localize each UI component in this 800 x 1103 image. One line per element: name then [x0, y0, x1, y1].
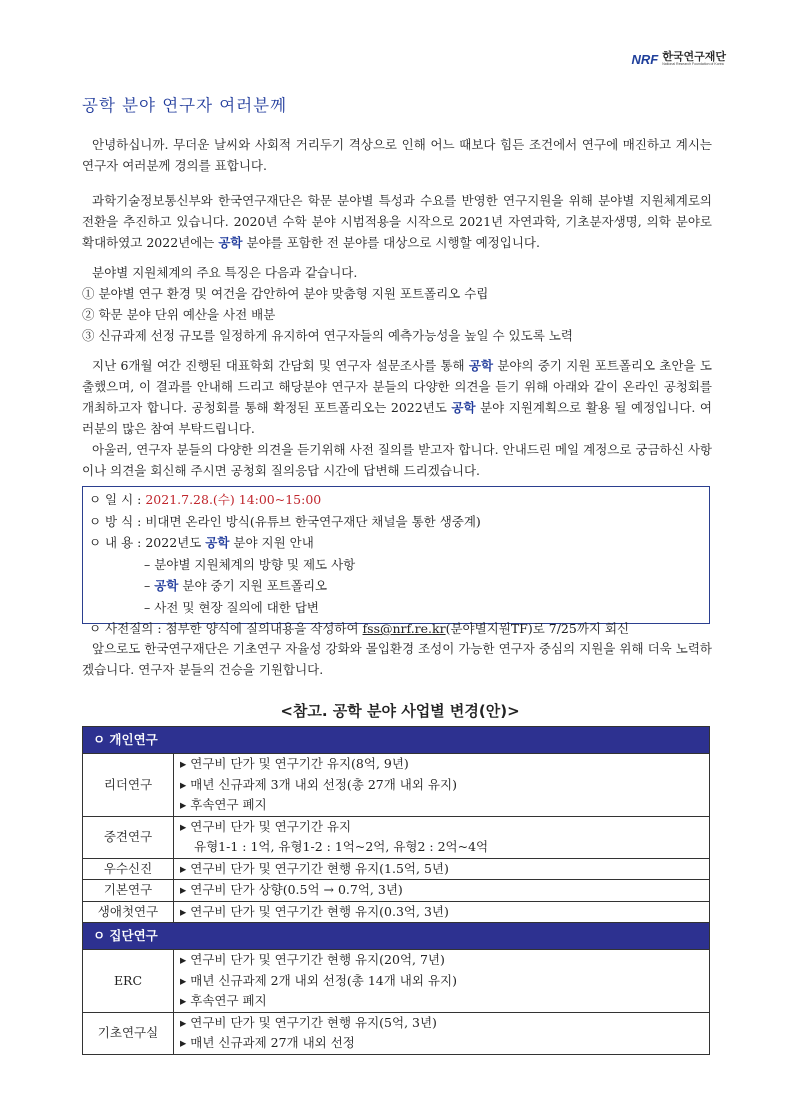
- policy-text: [82, 190, 712, 253]
- program-details: [174, 754, 710, 817]
- detail-item: ▸ 매년 신규과제 27개 내외 선정: [180, 1033, 703, 1054]
- info-content-highlight: 공학: [205, 535, 230, 550]
- program-details: [174, 1012, 710, 1054]
- table-row: [83, 901, 710, 923]
- table-section-row: [83, 727, 710, 754]
- detail-item: ▸ 연구비 단가 및 연구기간 현행 유지(1.5억, 5년): [180, 859, 703, 880]
- info-method: ㅇ 방 식 : 비대면 온라인 방식(유튜브 한국연구재단 채널을 통한 생중계): [89, 513, 481, 529]
- letter-title: 공학 분야 연구자 여러분께: [82, 96, 288, 115]
- table-section-row: [83, 923, 710, 950]
- nrf-logo-name-ko: 한국연구재단: [662, 51, 726, 64]
- info-date-value: 2021.7.28.(수) 14:00~15:00: [145, 492, 322, 507]
- info-date: [89, 489, 703, 511]
- hearing-info-box: [82, 486, 710, 636]
- info-sub-item: [89, 575, 703, 597]
- policy-text-b: 분야를 포함한 전 분야를 대상으로 시행할 예정입니다.: [242, 235, 540, 250]
- features-block: [82, 262, 712, 346]
- program-name: 기초연구실: [83, 1012, 174, 1054]
- program-name: 리더연구: [83, 754, 174, 817]
- feature-item: ② 학문 분야 단위 예산을 사전 배분: [82, 307, 276, 322]
- detail-item: ▸ 연구비 단가 상향(0.5억 → 0.7억, 3년): [180, 880, 703, 901]
- program-name: ERC: [83, 950, 174, 1013]
- program-change-table: [82, 726, 710, 1055]
- section-group: ㅇ 집단연구: [83, 923, 710, 950]
- program-name: 생애첫연구: [83, 901, 174, 923]
- nrf-logo-text: [662, 52, 726, 67]
- hearing-text-a: 지난 6개월 여간 진행된 대표학회 간담회 및 연구자 설문조사를 통해: [92, 358, 469, 373]
- detail-subitem: 유형1-1 : 1억, 유형1-2 : 1억~2억, 유형2 : 2억~4억: [194, 839, 489, 854]
- detail-item: ▸ 후속연구 폐지: [180, 795, 703, 816]
- greeting-paragraph: [82, 134, 712, 176]
- program-details: [174, 858, 710, 880]
- greeting-text: 안녕하십니까. 무더운 날씨와 사회적 거리두기 격상으로 인해 어느 때보다 힘든 조건에서 연구에 매진하고 계시는 연구자 여러분께 경의를 표합니다.: [82, 137, 712, 173]
- info-sub2-highlight: 공학: [154, 578, 179, 593]
- table-row: [83, 880, 710, 902]
- detail-item: ▸ 매년 신규과제 3개 내외 선정(총 27개 내외 유지): [180, 775, 703, 796]
- table-row: [83, 754, 710, 817]
- hearing-text-b: 분야의 중기 지원 포트폴리오 초안을 도출했으며, 이 결과를 안내해 드리고 해당분야 연구자 분들의 다양한 의견을 듣기 위해 아래와 같이 온라인 공청회를 개최하고자 합니다. 공청회를 통해 확정된 포트폴리오는 2022년도: [82, 358, 712, 415]
- program-name: 기본연구: [83, 880, 174, 902]
- policy-paragraph: [82, 190, 712, 253]
- features-intro: 분야별 지원체계의 주요 특징은 다음과 같습니다.: [92, 265, 358, 280]
- prequestion-text: 아울러, 연구자 분들의 다양한 의견을 듣기위해 사전 질의를 받고자 합니다. 안내드린 메일 계정으로 궁금하신 사항이나 의견을 회신해 주시면 공청회 질의응답 시간에 답변해 드리겠습니다.: [82, 442, 712, 478]
- closing-paragraph: [82, 638, 712, 680]
- detail-item: ▸ 연구비 단가 및 연구기간 현행 유지(5억, 3년): [180, 1013, 703, 1034]
- detail-item: ▸ 연구비 단가 및 연구기간 현행 유지(20억, 7년): [180, 950, 703, 971]
- email-link[interactable]: fss@nrf.re.kr: [362, 621, 446, 636]
- table-row: [83, 858, 710, 880]
- nrf-logo-mark: NRF: [631, 52, 659, 67]
- hearing-paragraph: [82, 355, 712, 481]
- hearing-text-c: 분야 지원계획으로 활용 될 예정입니다. 여러분의 많은 참여 부탁드립니다.: [82, 400, 712, 436]
- hearing-highlight-1: 공학: [468, 358, 494, 373]
- feature-item: ① 분야별 연구 환경 및 여건을 감안하여 분야 맞춤형 지원 포트폴리오 수립: [82, 286, 489, 301]
- detail-item: ▸ 연구비 단가 및 연구기간 현행 유지(0.3억, 3년): [180, 902, 703, 923]
- closing-text: 앞으로도 한국연구재단은 기초연구 자율성 강화와 몰입환경 조성이 가능한 연구자 중심의 지원을 위해 더욱 노력하겠습니다. 연구자 분들의 건승을 기원합니다.: [82, 641, 712, 677]
- feature-item: ③ 신규과제 선정 규모를 일정하게 유지하여 연구자들의 예측가능성을 높일 수 있도록 노력: [82, 328, 573, 343]
- info-content-a: ㅇ 내 용 : 2022년도: [89, 535, 206, 550]
- policy-highlight: 공학: [218, 235, 243, 250]
- table-row: [83, 1012, 710, 1054]
- reference-title: <참고. 공학 분야 사업별 변경(안)>: [280, 702, 520, 720]
- info-sub2-text: 분야 중기 지원 포트폴리오: [178, 578, 328, 593]
- detail-item: ▸ 연구비 단가 및 연구기간 유지: [180, 817, 703, 838]
- nrf-logo: [632, 52, 726, 67]
- program-details: [174, 880, 710, 902]
- section-personal: ㅇ 개인연구: [83, 727, 710, 754]
- hearing-highlight-2: 공학: [451, 400, 476, 415]
- table-row: [83, 816, 710, 858]
- info-content-b: 분야 지원 안내: [229, 535, 314, 550]
- detail-item: ▸ 매년 신규과제 2개 내외 선정(총 14개 내외 유지): [180, 971, 703, 992]
- info-prequestion: [89, 618, 703, 640]
- table-row: [83, 950, 710, 1013]
- info-date-label: ㅇ 일 시 :: [89, 492, 146, 507]
- policy-text-a: 과학기술정보통신부와 한국연구재단은 학문 분야별 특성과 수요를 반영한 연구지원을 위해 분야별 지원체계로의 전환을 추진하고 있습니다. 2020년 수학 분야 시범적용을 시작으로 2021년 자연과학, 기초분자생명, 의학 분야로 확대하였고 2022년에는: [82, 193, 712, 250]
- program-details: [174, 901, 710, 923]
- info-sub2-prefix: –: [144, 578, 155, 593]
- program-details: [174, 816, 710, 858]
- detail-item: ▸ 연구비 단가 및 연구기간 유지(8억, 9년): [180, 754, 703, 775]
- program-details: [174, 950, 710, 1013]
- info-pre-b: (분야별지원TF)로 7/25까지 회신: [445, 621, 630, 636]
- info-pre-a: ㅇ 사전질의 : 첨부한 양식에 질의내용을 작성하여: [89, 621, 363, 636]
- detail-item: ▸ 후속연구 폐지: [180, 991, 703, 1012]
- nrf-logo-name-en: National Research Foundation of Korea: [662, 62, 724, 67]
- info-content: [89, 532, 703, 554]
- info-sub-item: – 분야별 지원체계의 방향 및 제도 사항: [144, 556, 356, 572]
- hearing-text: [82, 355, 712, 439]
- info-sub-item: – 사전 및 현장 질의에 대한 답변: [144, 599, 319, 615]
- program-name: 중견연구: [83, 816, 174, 858]
- program-name: 우수신진: [83, 858, 174, 880]
